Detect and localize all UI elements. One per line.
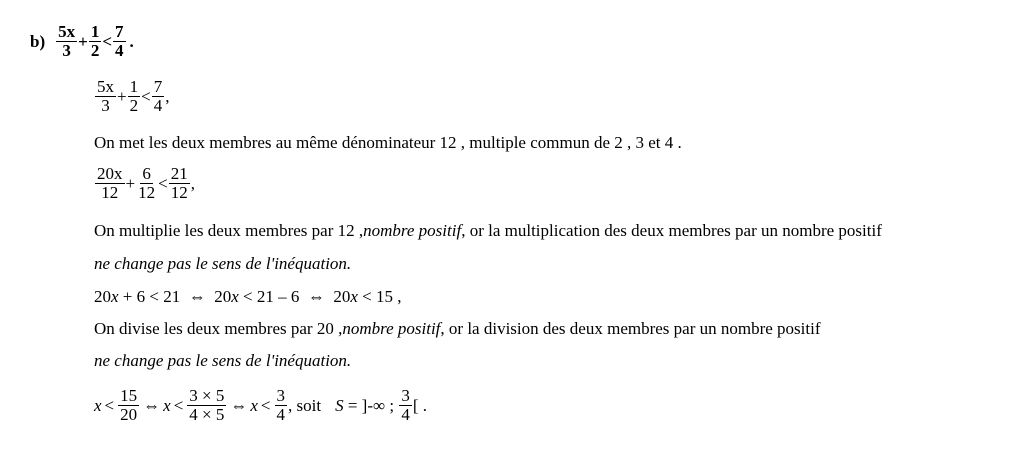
step2-frac-1: $\frac{20x}{12}$ xyxy=(97,164,123,202)
step-3-inequation: 20 x + 6 < 21 ⇔ 20 x < 21 – 6 ⇔ 20 x < 15 , xyxy=(94,287,402,306)
text-divide: On divise les deux membres par 20 , nombre positif , or la division des deux membres par un nombre positif xyxy=(94,319,821,338)
header-frac-3: $\frac{7}{4}$ xyxy=(115,22,124,60)
step4-frac-4: $\frac{3}{4}$ xyxy=(401,386,410,424)
exercise-header: b) $\frac{5x}{3}$ + $\frac{1}{2}$ < $\frac{7}{4}$ . xyxy=(30,22,134,60)
step2-frac-3: $\frac{21}{12}$ xyxy=(170,164,188,202)
exercise-label: b) xyxy=(30,31,46,51)
step1-frac-2: $\frac{1}{2}$ xyxy=(129,77,139,115)
step-4-solution: x < $\frac{15}{20}$ ⇔ x < $\frac{3 \times 5}{4 \times 5}$ ⇔ x < $\frac{3}{4}$ , soit S = ]-∞ ; $\frac{3}{4}$ [ . xyxy=(94,386,428,424)
step-1-inequation: $\frac{5x}{3}$ + $\frac{1}{2}$ < $\frac{7}{4}$ , xyxy=(97,77,170,115)
text-sense-unchanged-1: ne change pas le sens de l'inéquation. xyxy=(94,254,352,273)
step4-frac-3: $\frac{3}{4}$ xyxy=(276,386,286,424)
step2-frac-2: $\frac{6}{12}$ xyxy=(138,164,156,202)
step-2-inequation: $\frac{20x}{12}$ + $\frac{6}{12}$ < $\frac{21}{12}$ , xyxy=(97,164,195,202)
step4-frac-2: $\frac{3 \times 5}{4 \times 5}$ xyxy=(189,386,225,424)
step4-frac-1: $\frac{15}{20}$ xyxy=(120,386,138,424)
text-sense-unchanged-2: ne change pas le sens de l'inéquation. xyxy=(94,351,352,370)
text-common-denominator: On met les deux membres au même dénominateur 12 , multiple commun de 2 , 3 et 4 . xyxy=(94,133,682,152)
header-frac-1: $\frac{5x}{3}$ xyxy=(58,22,76,60)
step1-frac-1: $\frac{5x}{3}$ xyxy=(97,77,114,115)
header-frac-2: $\frac{1}{2}$ xyxy=(90,22,100,60)
step1-frac-3: $\frac{7}{4}$ xyxy=(153,77,163,115)
text-multiply: On multiplie les deux membres par 12 , nombre positif , or la multiplication des deux membres par un nombre positif xyxy=(94,221,882,240)
